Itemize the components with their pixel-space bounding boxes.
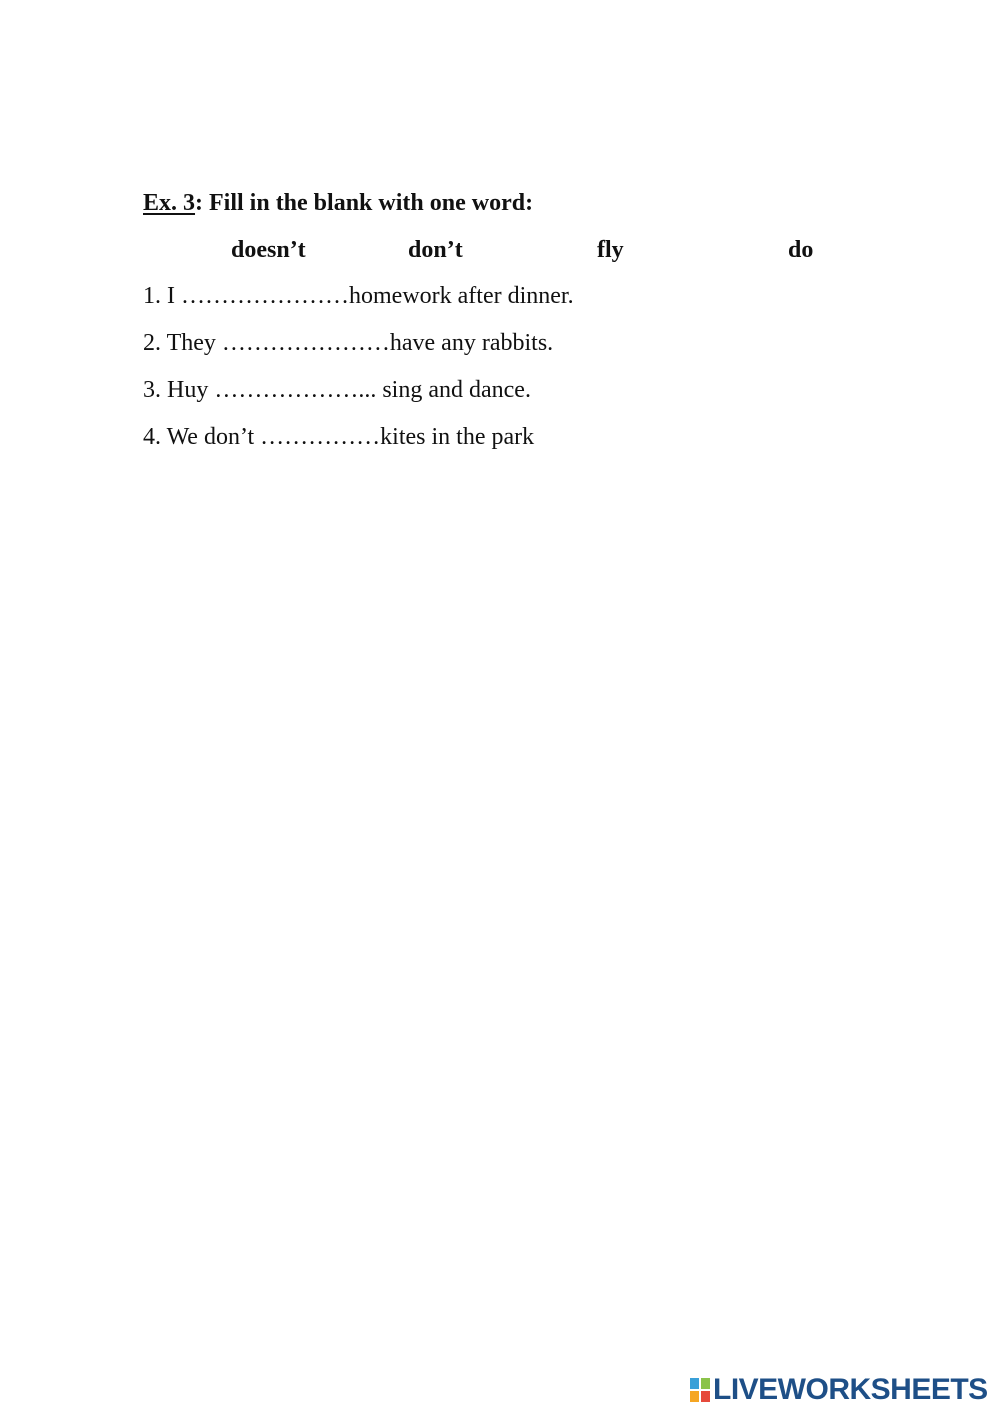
liveworksheets-logo [690,1374,988,1406]
sentence-2: 2. They …………………have any rabbits. [143,330,554,356]
sentence-1: 1. I …………………homework after dinner. [143,283,574,309]
word-bank-item: do [788,237,814,263]
logo-text: LIVEWORKSHEETS [713,1373,988,1406]
word-bank-item: doesn’t [231,237,306,263]
sentence-4: 4. We don’t ……………kites in the park [143,424,535,450]
exercise-title [143,190,533,217]
word-bank-item: fly [597,237,624,263]
exercise-label: Ex. 3 [143,190,196,216]
exercise-instruction: : Fill in the blank with one word: [195,190,534,216]
sentence-3: 3. Huy ………………... sing and dance. [143,377,531,403]
liveworksheets-logo-icon [690,1378,710,1402]
word-bank-item: don’t [408,237,463,263]
